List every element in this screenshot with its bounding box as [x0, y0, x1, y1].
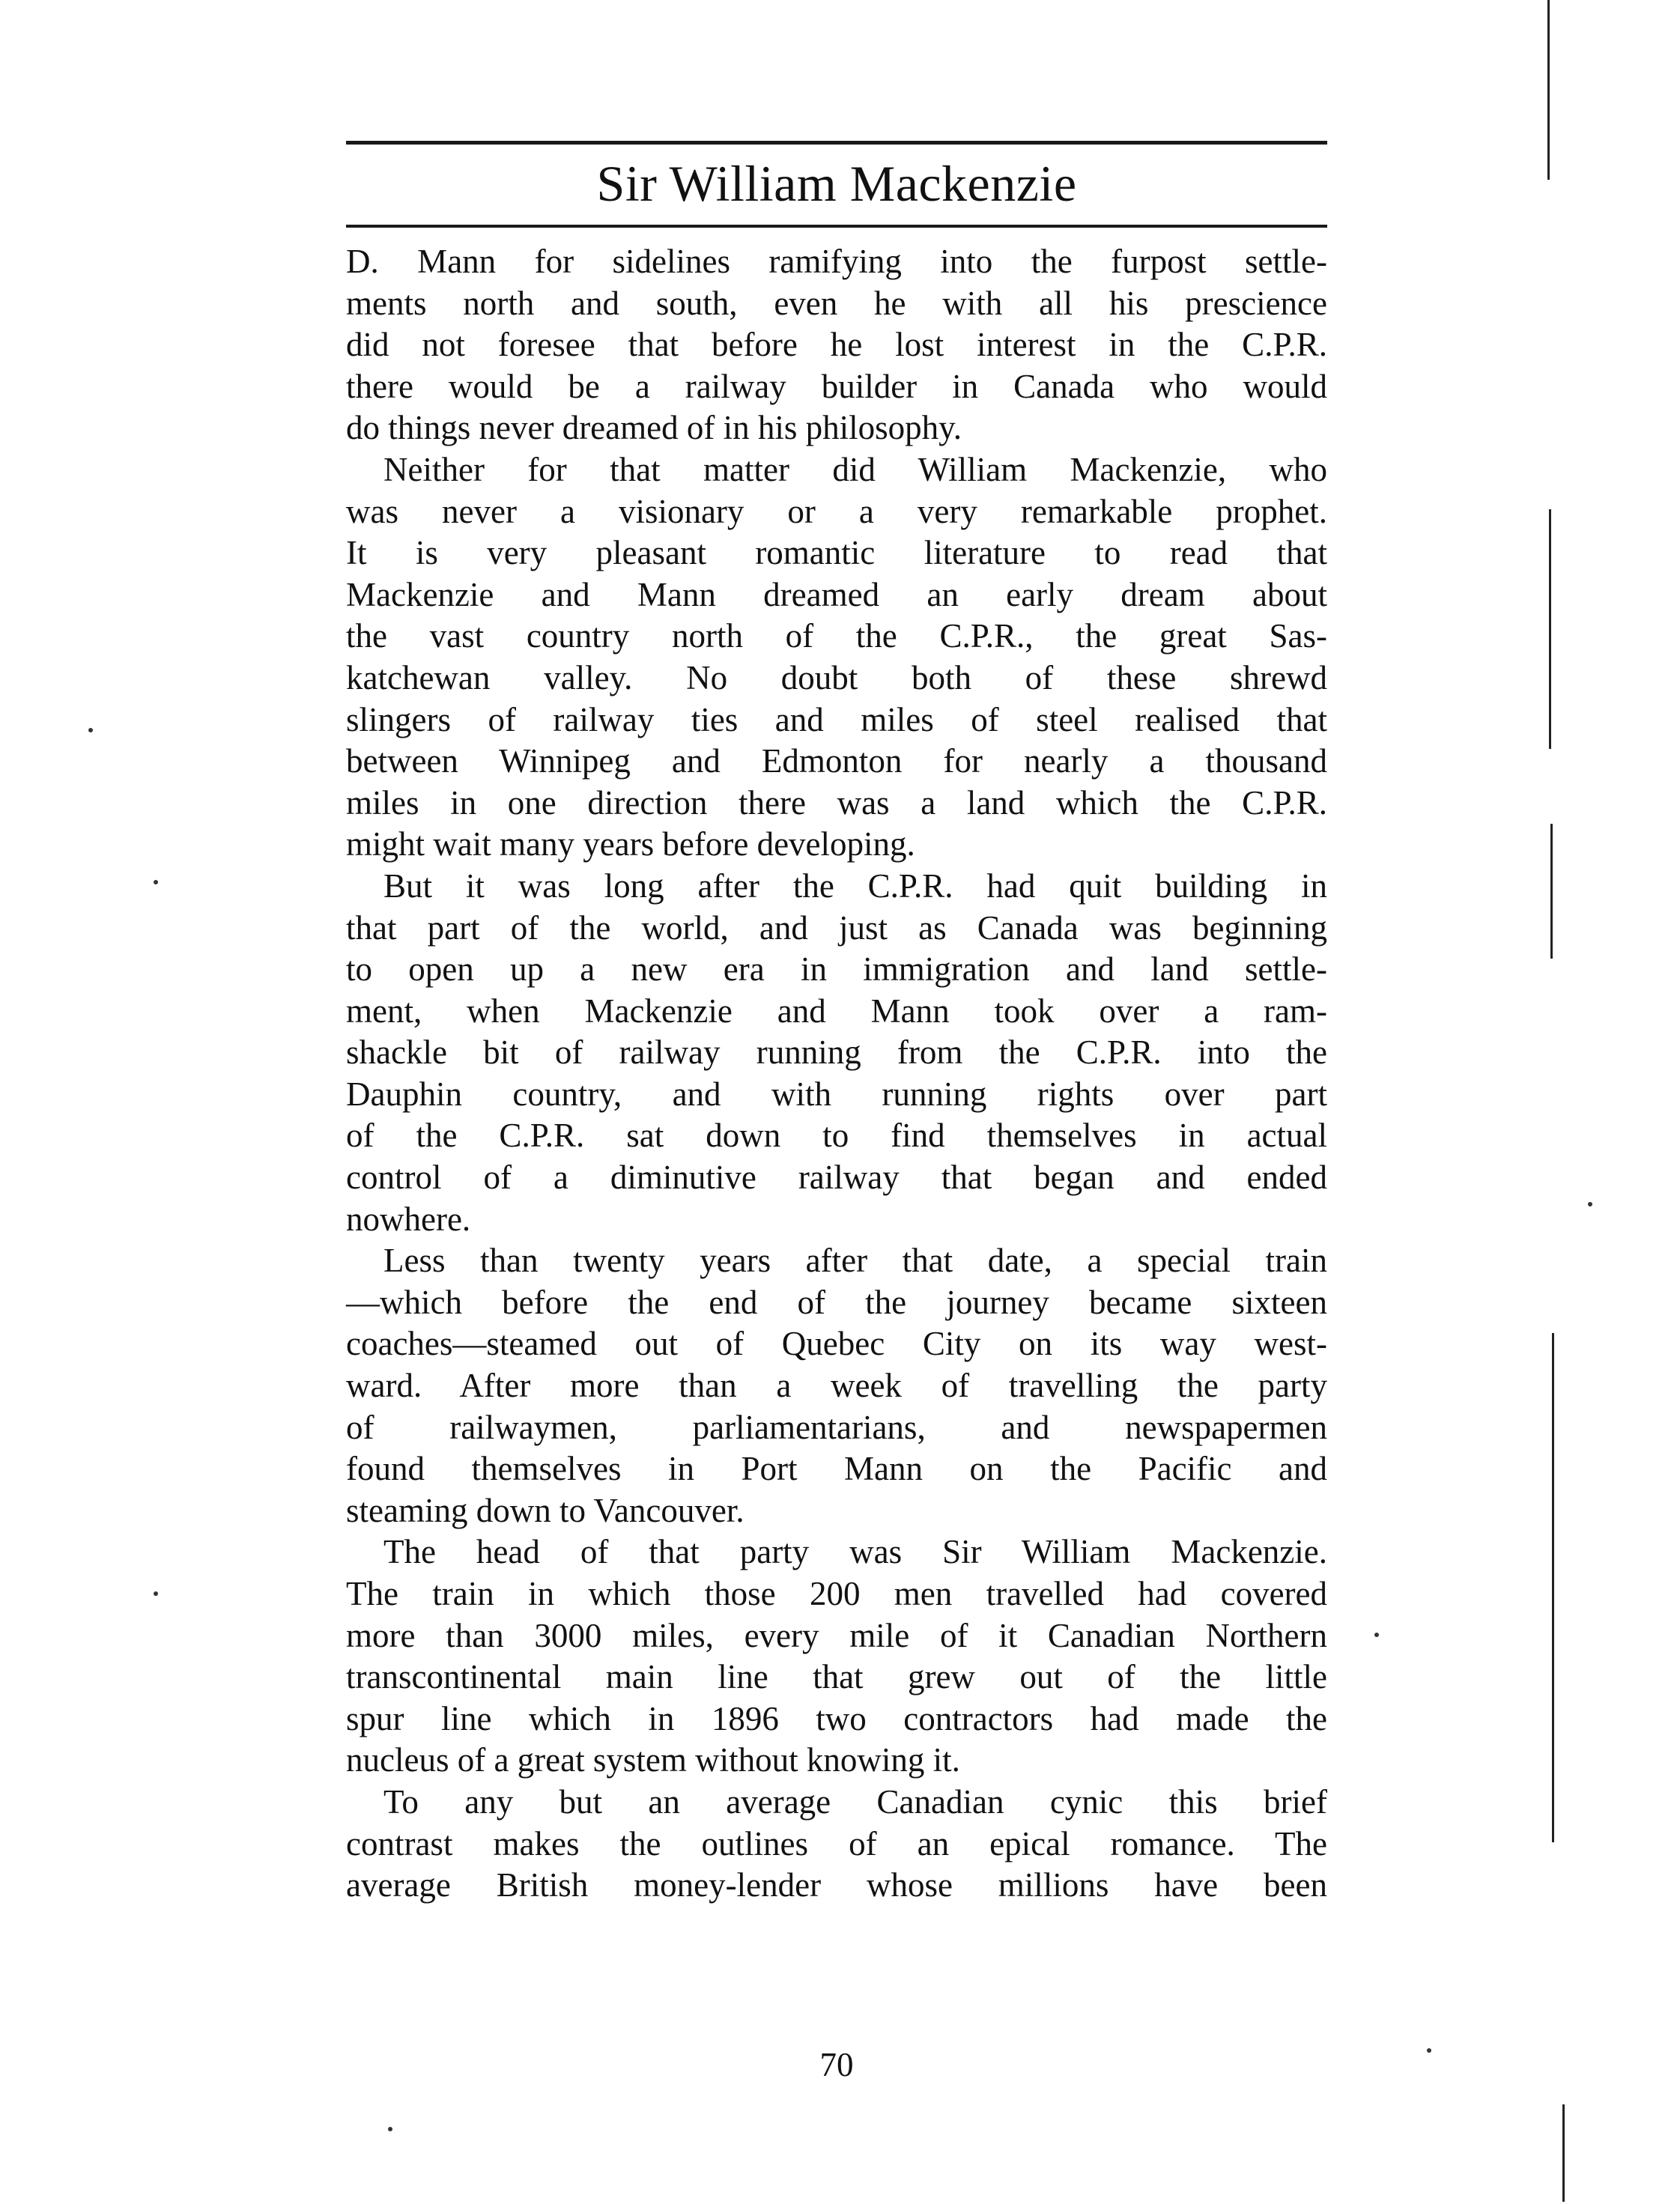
text-line: miles in one direction there was a land which the C.P.R. — [346, 783, 1327, 822]
text-line: To any but an average Canadian cynic this brief — [383, 1782, 1327, 1821]
scan-edge-line — [1547, 0, 1550, 180]
running-head: Sir William Mackenzie — [596, 155, 1077, 212]
text-line: katchewan valley. No doubt both of these shrewd — [346, 658, 1327, 696]
text-line: It is very pleasant romantic literature to read that — [346, 534, 1327, 572]
text-line: Dauphin country, and with running rights over part — [346, 1075, 1327, 1113]
text-line: ment, when Mackenzie and Mann took over a ram- — [346, 992, 1327, 1030]
text-line: was never a visionary or a very remarkable prophet. — [346, 492, 1327, 530]
head-rule — [346, 225, 1327, 228]
text-line: average British money-lender whose millions have been — [346, 1866, 1327, 1904]
text-line: between Winnipeg and Edmonton for nearly a thousand — [346, 742, 1327, 780]
scan-speck — [1427, 2048, 1431, 2053]
body-text — [346, 241, 1327, 1907]
scan-speck — [1588, 1202, 1592, 1206]
text-line: control of a diminutive railway that began and ended — [346, 1159, 1327, 1197]
scan-speck — [154, 880, 158, 884]
text-line: of railwaymen, parliamentarians, and newspapermen — [346, 1408, 1327, 1446]
text-line: of the C.P.R. sat down to find themselves in actual — [346, 1117, 1327, 1155]
text-line: did not foresee that before he lost interest in the C.P.R. — [346, 326, 1327, 364]
scan-edge-line — [1549, 509, 1551, 749]
text-line: to open up a new era in immigration and land settle- — [346, 950, 1327, 989]
text-line: ments north and south, even he with all his prescience — [346, 284, 1327, 322]
text-line: Less than twenty years after that date, a special train — [383, 1242, 1327, 1280]
text-line: do things never dreamed of in his philosophy. — [346, 409, 962, 447]
text-line: D. Mann for sidelines ramifying into the furpost settle- — [346, 243, 1327, 280]
text-line: the vast country north of the C.P.R., the great Sas- — [346, 617, 1327, 655]
text-line: But it was long after the C.P.R. had quit building in — [383, 866, 1327, 905]
text-line: Mackenzie and Mann dreamed an early dream about — [346, 575, 1327, 613]
text-line: that part of the world, and just as Canada was beginning — [346, 908, 1327, 947]
text-line: Neither for that matter did William Mackenzie, who — [383, 450, 1327, 488]
scan-speck — [388, 2127, 392, 2131]
text-line: The head of that party was Sir William Mackenzie. — [383, 1533, 1327, 1571]
top-rule — [346, 141, 1327, 145]
text-line: nucleus of a great system without knowing it. — [346, 1741, 960, 1779]
scan-speck — [154, 1591, 158, 1596]
text-line: coaches—steamed out of Quebec City on its way west- — [346, 1325, 1327, 1363]
scan-edge-line — [1550, 824, 1553, 959]
scan-speck — [1374, 1633, 1379, 1637]
text-line: might wait many years before developing. — [346, 825, 915, 863]
text-line: steaming down to Vancouver. — [346, 1491, 745, 1529]
scan-edge-line — [1562, 2104, 1565, 2202]
text-line: nowhere. — [346, 1200, 471, 1238]
text-line: shackle bit of railway running from the C.P.R. into the — [346, 1033, 1327, 1072]
text-line: found themselves in Port Mann on the Pacific and — [346, 1450, 1327, 1488]
text-line: slingers of railway ties and miles of steel realised that — [346, 700, 1327, 738]
text-line: more than 3000 miles, every mile of it Canadian Northern — [346, 1616, 1327, 1654]
text-line: The train in which those 200 men travelled had covered — [346, 1575, 1327, 1612]
scan-speck — [88, 728, 93, 732]
text-line: transcontinental main line that grew out of the little — [346, 1658, 1327, 1696]
text-line: —which before the end of the journey became sixteen — [346, 1283, 1327, 1321]
text-line: spur line which in 1896 two contractors had made the — [346, 1699, 1327, 1737]
page-number: 70 — [819, 2046, 854, 2083]
scan-edge-line — [1552, 1333, 1554, 1842]
text-line: contrast makes the outlines of an epical romance. The — [346, 1824, 1327, 1863]
text-line: there would be a railway builder in Canada who would — [346, 367, 1327, 405]
text-line: ward. After more than a week of travelling the party — [346, 1367, 1327, 1405]
